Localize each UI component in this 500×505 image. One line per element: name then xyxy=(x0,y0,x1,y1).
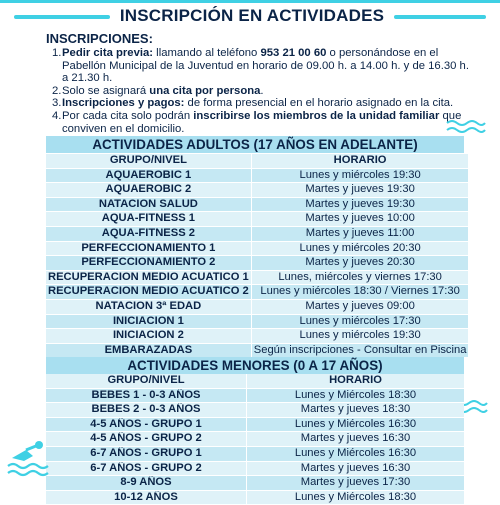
table-row xyxy=(46,329,468,344)
table-row xyxy=(46,242,468,257)
cell-time: Martes y jueves 19:30 xyxy=(251,198,469,213)
item-text: de forma presencial en el horario asignado en la cita. xyxy=(184,97,454,110)
adultos-table xyxy=(46,154,468,358)
col-header-time: HORARIO xyxy=(251,154,469,169)
cell-group: RECUPERACION MEDIO ACUATICO 1 xyxy=(46,271,251,286)
table-row xyxy=(46,285,468,300)
item-text: que conviven en el domicilio. xyxy=(62,109,462,135)
inscripcion-item-2 xyxy=(52,85,472,98)
inscripciones-list xyxy=(52,47,472,135)
cell-group: PERFECCIONAMIENTO 2 xyxy=(46,256,251,271)
cell-group: NATACION 3ª EDAD xyxy=(46,300,251,315)
inscripcion-item-3 xyxy=(52,97,472,110)
cell-time: Lunes y Miércoles 18:30 xyxy=(246,389,464,404)
table-row xyxy=(46,315,468,330)
item-number: 4. xyxy=(52,109,62,122)
cell-time: Lunes, miércoles y viernes 17:30 xyxy=(251,271,469,286)
cell-time: Lunes y miércoles 19:30 xyxy=(251,169,469,184)
cell-time: Martes y jueves 11:00 xyxy=(251,227,469,242)
table-row xyxy=(46,447,464,462)
table-header-row xyxy=(46,374,464,389)
cell-group: INICIACION 1 xyxy=(46,315,251,330)
table-row xyxy=(46,271,468,286)
item-bold: una cita por persona xyxy=(149,84,261,97)
table-row xyxy=(46,183,468,198)
cell-group: 4-5 AÑOS - GRUPO 1 xyxy=(46,418,246,433)
col-header-time: HORARIO xyxy=(246,374,464,389)
cell-group: 8-9 AÑOS xyxy=(46,476,246,491)
item-bold: Inscripciones y pagos: xyxy=(62,97,185,110)
inscripcion-item-1 xyxy=(52,47,472,85)
cell-group: EMBARAZADAS xyxy=(46,344,251,359)
cell-time: Lunes y Miércoles 16:30 xyxy=(246,418,464,433)
cell-time: Martes y jueves 10:00 xyxy=(251,212,469,227)
item-text: o personándose en el Pabellón Municipal de la Juventud en horario de 09.00 h. a 14.00 h. y de 16.30 h. a 21.30 h. xyxy=(62,47,469,85)
table-row xyxy=(46,300,468,315)
cell-group: NATACION SALUD xyxy=(46,198,251,213)
cell-time: Martes y jueves 16:30 xyxy=(246,462,464,477)
table-row xyxy=(46,256,468,271)
item-text: Por cada cita solo podrán xyxy=(62,109,194,122)
table-header-row xyxy=(46,154,468,169)
cell-group: PERFECCIONAMIENTO 1 xyxy=(46,242,251,257)
cell-time: Martes y jueves 16:30 xyxy=(246,432,464,447)
adultos-header: ACTIVIDADES ADULTOS (17 AÑOS EN ADELANTE) xyxy=(46,136,464,153)
item-number: 3. xyxy=(52,97,62,110)
table-row xyxy=(46,462,464,477)
cell-time: Lunes y Miércoles 18:30 xyxy=(246,491,464,505)
phone-number: 953 21 00 60 xyxy=(260,47,327,59)
page-title: INSCRIPCIÓN EN ACTIVIDADES xyxy=(119,6,385,25)
table-row xyxy=(46,491,464,505)
cell-group: RECUPERACION MEDIO ACUATICO 2 xyxy=(46,285,251,300)
cell-time: Martes y jueves 17:30 xyxy=(246,476,464,491)
cell-group: 10-12 AÑOS xyxy=(46,491,246,505)
inscripcion-item-4 xyxy=(52,110,472,135)
cell-time: Lunes y miércoles 18:30 / Viernes 17:30 xyxy=(251,285,469,300)
cell-time: Según inscripciones - Consultar en Piscina xyxy=(251,344,469,359)
cell-group: 4-5 AÑOS - GRUPO 2 xyxy=(46,432,246,447)
inscripciones-heading: INSCRIPCIONES: xyxy=(46,31,153,46)
table-row xyxy=(46,476,464,491)
cell-group: INICIACION 2 xyxy=(46,329,251,344)
cell-time: Lunes y miércoles 17:30 xyxy=(251,315,469,330)
item-bold: Pedir cita previa: xyxy=(62,47,154,59)
item-bold: inscribirse los miembros de la unidad familiar xyxy=(193,109,440,122)
title-line-left xyxy=(14,15,110,19)
cell-time: Lunes y miércoles 19:30 xyxy=(251,329,469,344)
cell-time: Martes y jueves 09:00 xyxy=(251,300,469,315)
title-line-right xyxy=(394,15,486,19)
menores-header: ACTIVIDADES MENORES (0 A 17 AÑOS) xyxy=(46,357,464,374)
cell-group: AQUAEROBIC 2 xyxy=(46,183,251,198)
table-row xyxy=(46,227,468,242)
table-row xyxy=(46,198,468,213)
table-row xyxy=(46,432,464,447)
col-header-group: GRUPO/NIVEL xyxy=(46,154,251,169)
cell-time: Martes y jueves 18:30 xyxy=(246,403,464,418)
swimmer-icon xyxy=(6,436,50,482)
item-number: 1. xyxy=(52,47,62,59)
table-row xyxy=(46,169,468,184)
cell-time: Martes y jueves 19:30 xyxy=(251,183,469,198)
wave-icon xyxy=(446,118,486,134)
menores-table xyxy=(46,374,464,505)
item-text: . xyxy=(260,84,264,97)
title-area xyxy=(0,4,500,28)
item-number: 2. xyxy=(52,84,62,97)
table-row xyxy=(46,403,464,418)
cell-time: Lunes y Miércoles 16:30 xyxy=(246,447,464,462)
cell-group: BEBES 2 - 0-3 AÑOS xyxy=(46,403,246,418)
top-accent-bar xyxy=(0,0,500,3)
cell-group: AQUA-FITNESS 2 xyxy=(46,227,251,242)
table-row xyxy=(46,212,468,227)
cell-group: AQUAEROBIC 1 xyxy=(46,169,251,184)
cell-group: 6-7 AÑOS - GRUPO 2 xyxy=(46,462,246,477)
cell-time: Martes y jueves 20:30 xyxy=(251,256,469,271)
cell-group: BEBES 1 - 0-3 AÑOS xyxy=(46,389,246,404)
item-text: llamando al teléfono xyxy=(153,47,261,59)
cell-group: 6-7 AÑOS - GRUPO 1 xyxy=(46,447,246,462)
cell-time: Lunes y miércoles 20:30 xyxy=(251,242,469,257)
item-text: Solo se asignará xyxy=(62,84,150,97)
table-row xyxy=(46,418,464,433)
cell-group: AQUA-FITNESS 1 xyxy=(46,212,251,227)
table-row xyxy=(46,389,464,404)
col-header-group: GRUPO/NIVEL xyxy=(46,374,246,389)
